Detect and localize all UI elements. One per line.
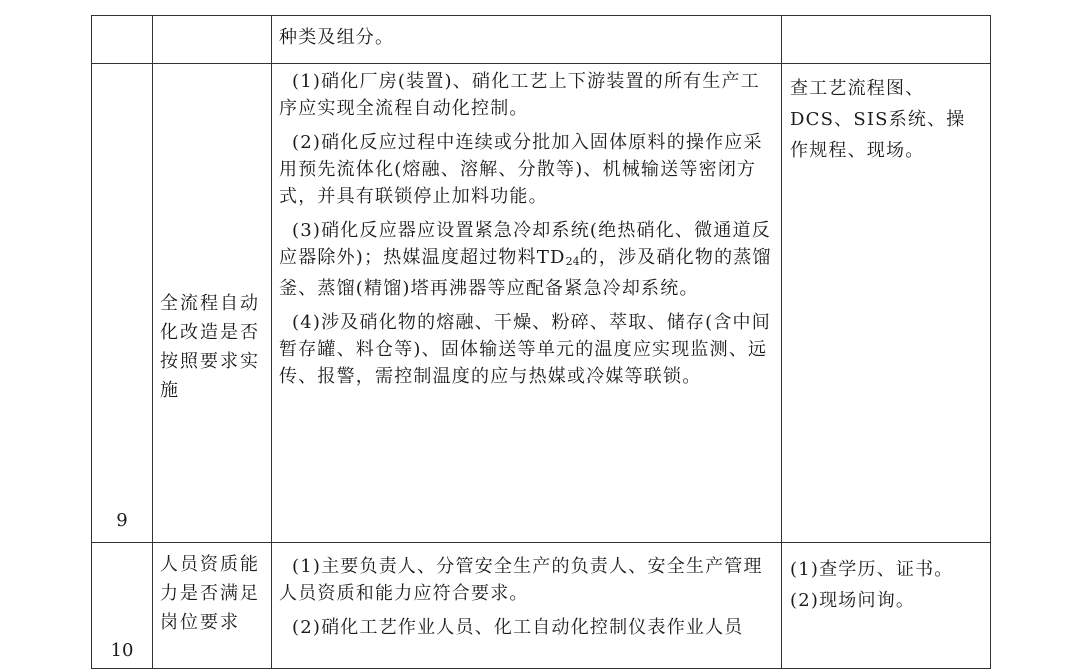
requirement-1: (1)硝化厂房(装置)、硝化工艺上下游装置的所有生产工序应实现全流程自动化控制。 [279,71,760,119]
item-cell [153,16,272,64]
requirement-2: (2)硝化反应过程中连续或分批加入固体原料的操作应采用预先流体化(熔融、溶解、分散等)、机械输送等密闭方式，并具有联锁停止加料功能。 [279,132,763,207]
requirement-3-part2: 的，涉及硝化物的蒸馏釜、蒸馏(精馏)塔再沸器等应配备紧急冷却系统。 [279,247,772,299]
row-number: 10 [92,543,153,669]
requirement-3-subscript: 24 [565,255,580,268]
requirement-cell [272,16,782,64]
method-cell [782,16,991,64]
requirement-cell [272,543,782,669]
method-cell [782,543,991,669]
table-row-9 [92,64,991,543]
requirement-text: 种类及组分。 [279,27,395,48]
requirement-2: (2)硝化工艺作业人员、化工自动化控制仪表作业人员 [292,617,744,638]
inspection-table [91,15,991,669]
requirement-1: (1)主要负责人、分管安全生产的负责人、安全生产管理人员资质和能力应符合要求。 [279,556,763,604]
method-cell [782,64,991,543]
method-1: (1)查学历、证书。 [790,559,954,580]
requirement-3 [279,217,775,302]
row-number: 9 [92,64,153,543]
requirement-4: (4)涉及硝化物的熔融、干燥、粉碎、萃取、储存(含中间暂存罐、料仓等)、固体输送等单元的温度应实现监测、远传、报警，需控制温度的应与热媒或冷媒等联锁。 [279,312,771,387]
table-row-continuation [92,16,991,64]
requirement-cell [272,64,782,543]
check-item: 全流程自动化改造是否按照要求实施 [153,64,272,543]
table-row-10 [92,543,991,669]
row-number-cell [92,16,153,64]
method-2: (2)现场问询。 [790,590,916,611]
method-text: 查工艺流程图、DCS、SIS系统、操作规程、现场。 [790,78,966,161]
check-item: 人员资质能力是否满足岗位要求 [153,543,272,669]
requirement-3-part1: (3)硝化反应器应设置紧急冷却系统(绝热硝化、微通道反应器除外)；热媒温度超过物料TD [279,220,771,268]
